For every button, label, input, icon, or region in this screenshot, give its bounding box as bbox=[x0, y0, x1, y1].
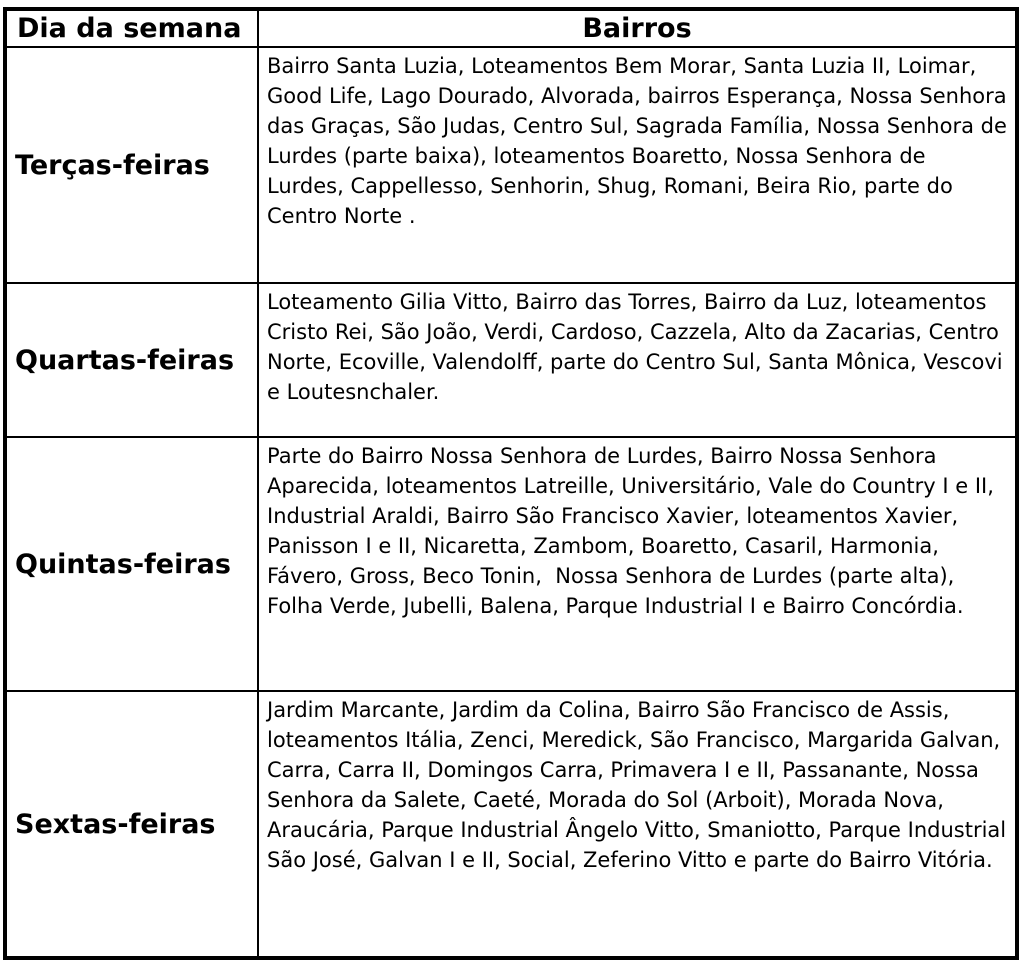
bairros-cell-tercas: Bairro Santa Luzia, Loteamentos Bem Morar, Santa Luzia II, Loimar, Good Life, Lago Dourado, Alvorada, bairros Esperança, Nossa Senhora das Graças, São Judas, Centro Sul, Sagrada Família, Nossa Senhora de Lurdes (parte baixa), loteamentos Boaretto, Nossa Senhora de Lurdes, Cappellesso, Senhorin, Shug, Romani, Beira Rio, parte do Centro Norte . bbox=[258, 47, 1017, 283]
day-cell-tercas: Terças-feiras bbox=[5, 47, 258, 283]
day-cell-quintas: Quintas-feiras bbox=[5, 437, 258, 691]
table-row-quintas bbox=[5, 437, 1017, 691]
table-header bbox=[5, 9, 1017, 47]
table-row-quartas bbox=[5, 283, 1017, 437]
bairros-cell-sextas: Jardim Marcante, Jardim da Colina, Bairro São Francisco de Assis, loteamentos Itália, Zenci, Meredick, São Francisco, Margarida Galvan, Carra, Carra II, Domingos Carra, Primavera I e II, Passanante, Nossa Senhora da Salete, Caeté, Morada do Sol (Arboit), Morada Nova, Araucária, Parque Industrial Ângelo Vitto, Smaniotto, Parque Industrial São José, Galvan I e II, Social, Zeferino Vitto e parte do Bairro Vitória. bbox=[258, 691, 1017, 958]
table-row-tercas bbox=[5, 47, 1017, 283]
column-header-bairros: Bairros bbox=[258, 9, 1017, 47]
table-body bbox=[5, 47, 1017, 958]
bairros-cell-quartas: Loteamento Gilia Vitto, Bairro das Torres, Bairro da Luz, loteamentos Cristo Rei, São João, Verdi, Cardoso, Cazzela, Alto da Zacarias, Centro Norte, Ecoville, Valendolff, parte do Centro Sul, Santa Mônica, Vescovi e Loutesnchaler. bbox=[258, 283, 1017, 437]
header-row bbox=[5, 9, 1017, 47]
column-header-day: Dia da semana bbox=[5, 9, 258, 47]
schedule-table bbox=[3, 7, 1019, 960]
schedule-table-container bbox=[3, 7, 1019, 960]
day-cell-quartas: Quartas-feiras bbox=[5, 283, 258, 437]
bairros-cell-quintas: Parte do Bairro Nossa Senhora de Lurdes, Bairro Nossa Senhora Aparecida, loteamentos Latreille, Universitário, Vale do Country I e II, Industrial Araldi, Bairro São Francisco Xavier, loteamentos Xavier, Panisson I e II, Nicaretta, Zambom, Boaretto, Casaril, Harmonia, Fávero, Gross, Beco Tonin, Nossa Senhora de Lurdes (parte alta), Folha Verde, Jubelli, Balena, Parque Industrial I e Bairro Concórdia. bbox=[258, 437, 1017, 691]
day-cell-sextas: Sextas-feiras bbox=[5, 691, 258, 958]
table-row-sextas bbox=[5, 691, 1017, 958]
